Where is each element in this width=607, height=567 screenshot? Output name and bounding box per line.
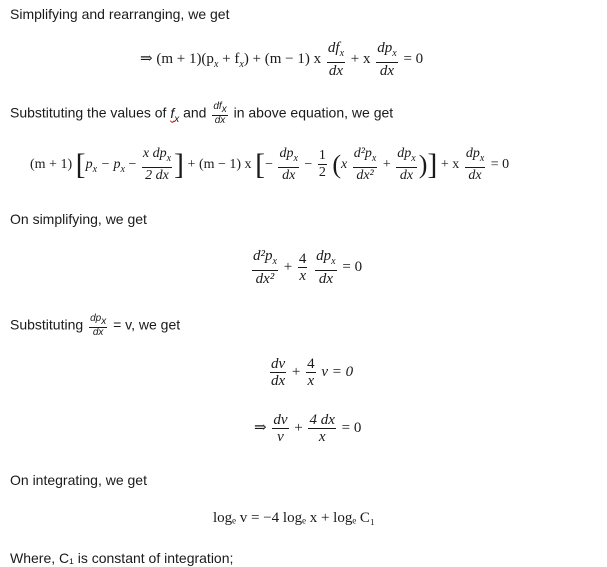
fraction-dfx-dx-inline: $\frac{df_x}{dx}$ xyxy=(213,101,227,126)
substituting-v-text: Substituting $\frac{dp_x}{dx}$ = v, we get xyxy=(10,313,181,338)
fraction-dpx-dx: $\frac{dp_x}{dx}$ xyxy=(377,40,397,79)
fraction-d2px-dx2: $\frac{d^2p_x}{\text{dx²}}$ xyxy=(353,146,377,183)
integrating-text: On integrating, we get xyxy=(10,472,147,488)
fraction-dpx-dx-4: $\frac{dp_x}{dx}$ xyxy=(465,146,485,183)
fraction-dv-v: $\frac{dv}{v}$ xyxy=(273,412,288,445)
fraction-4dx-x: $\frac{4 dx}{x}$ xyxy=(309,412,335,445)
substitution-text: Substituting the values of $f_x$ and $\frac{df_x}{dx}$ in above equation, we get xyxy=(10,101,394,126)
fraction-dfx-dx: $\frac{df_x}{dx}$ xyxy=(327,40,345,79)
fraction-d2px-dx2-b: $\frac{d^2p_x}{\text{dx²}}$ xyxy=(253,248,277,287)
fraction-dpx-dx-5: $\frac{dp_x}{dx}$ xyxy=(316,248,336,287)
fraction-dpx-dx-3: $\frac{dp_x}{dx}$ xyxy=(397,146,416,183)
equation-4: $\frac{dv}{dx}$ + $\frac{4}{x}$ v = 0 xyxy=(271,356,354,389)
intro-text: Simplifying and rearranging, we get xyxy=(10,6,230,22)
fraction-dpx-dx-2: $\frac{dp_x}{dx}$ xyxy=(279,146,298,183)
equation-1: ⇒ $(m + 1)(p_x + f_x) + (m - 1)$ x $\frac{df_x}{dx}$ + x $\frac{dp_x}{dx}$ = 0 xyxy=(140,40,424,79)
simplifying-text: On simplifying, we get xyxy=(10,211,147,227)
fraction-xdpx-2dx: $\frac{x dp_x}{2 dx}$ xyxy=(142,146,172,183)
equation-2: (m + 1) [$p_x - p_x$ − $\frac{x dp_x}{2 dx}$ ] + (m − 1) x [− $\frac{dp_x}{dx}$ − $\frac{1}{2}$ (x $\frac{d^2p_x}{\text{dx²}}$ + $\frac{dp_x}{dx}$ )] + x $\frac{dp_x}{dx}$ = 0 xyxy=(30,146,510,183)
fraction-4-x-b: $\frac{4}{x}$ xyxy=(307,356,315,389)
fraction-dpx-dx-inline: $\frac{dp_x}{dx}$ xyxy=(90,313,107,338)
fraction-dv-dx: $\frac{dv}{dx}$ xyxy=(271,356,286,389)
equation-6: logₑ v = −4 logₑ x + logₑ C₁ xyxy=(213,510,376,526)
constant-text: Where, C₁ is constant of integration; xyxy=(10,550,234,566)
fraction-4-x: $\frac{4}{x}$ xyxy=(298,251,307,284)
equation-3: $\frac{d^2p_x}{\text{dx²}}$ + $\frac{4}{x}$ $\frac{dp_x}{dx}$ = 0 xyxy=(253,248,363,287)
fraction-one-half: $\frac{1}{2}$ xyxy=(318,148,326,181)
equation-5: ⇒ $\frac{dv}{v}$ + $\frac{4 dx}{x}$ = 0 xyxy=(254,412,362,445)
